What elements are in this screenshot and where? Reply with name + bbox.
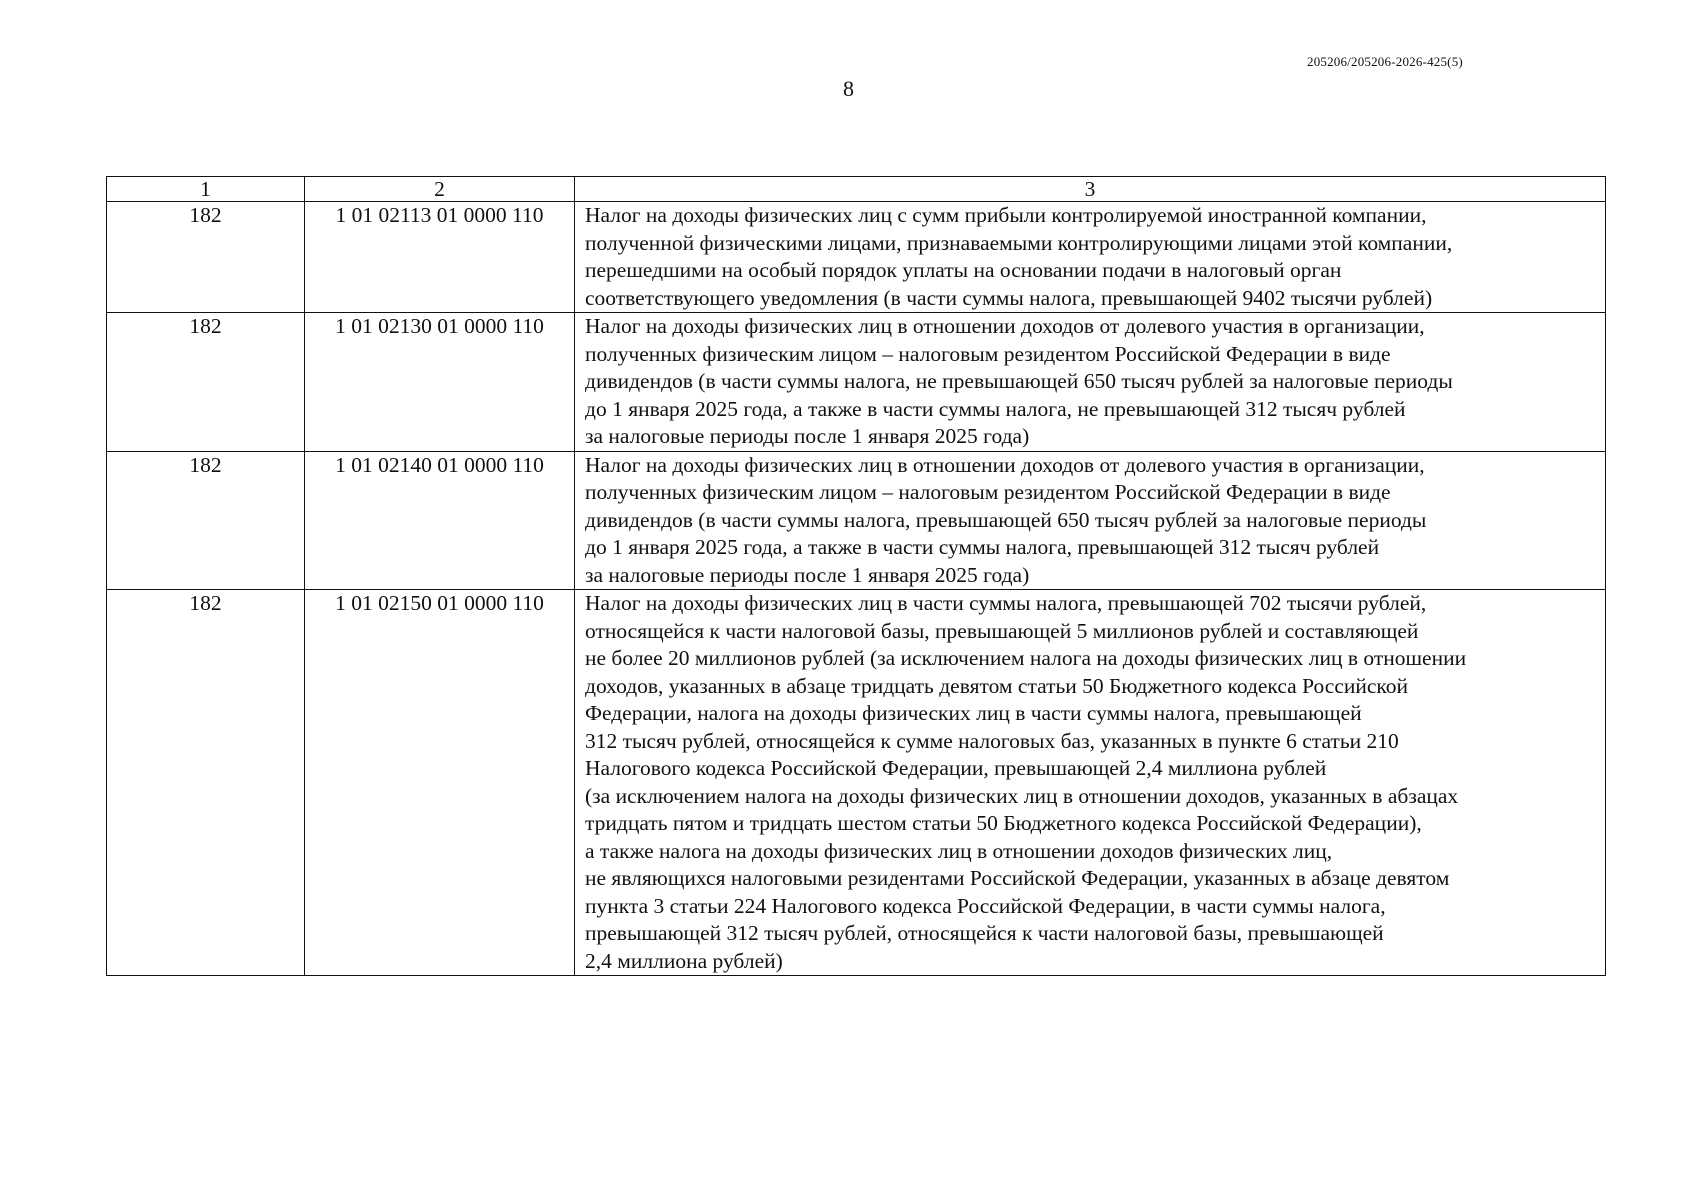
description-line: доходов, указанных в абзаце тридцать девятом статьи 50 Бюджетного кодекса Российской [585,673,1409,698]
admin-code-cell: 182 [107,202,305,313]
budget-classification-code-cell: 1 01 02130 01 0000 110 [305,313,575,452]
description-line: не более 20 миллионов рублей (за исключением налога на доходы физических лиц в отношении [585,646,1467,670]
description-line: полученных физическим лицом – налоговым резидентом Российской Федерации в виде [585,341,1391,366]
description-line: Налог на доходы физических лиц в отношении доходов от долевого участия в организации, [585,314,1425,338]
income-description-cell [575,451,1606,590]
description-line: пункта 3 статьи 224 Налогового кодекса Российской Федерации, в части суммы налога, [585,893,1386,918]
admin-code-cell: 182 [107,451,305,590]
header-row [107,177,1606,202]
description-line: тридцать пятом и тридцать шестом статьи 50 Бюджетного кодекса Российской Федерации), [585,811,1422,835]
description-line: дивидендов (в части суммы налога, превышающей 650 тысяч рублей за налоговые периоды [585,507,1427,532]
description-line: перешедшими на особый порядок уплаты на основании подачи в налоговый орган [585,258,1342,282]
description-line: до 1 января 2025 года, а также в части суммы налога, не превышающей 312 тысяч рублей [585,396,1406,421]
description-line: а также налога на доходы физических лиц в отношении доходов физических лиц, [585,838,1333,863]
income-description-cell [575,202,1606,313]
description-line: 2,4 миллиона рублей) [585,948,783,973]
description-line: 312 тысяч рублей, относящейся к сумме налоговых баз, указанных в пункте 6 статьи 210 [585,728,1399,753]
description-line: за налоговые периоды после 1 января 2025 года) [585,424,1030,448]
budget-classification-code-cell: 1 01 02140 01 0000 110 [305,451,575,590]
description-line: полученной физическими лицами, признаваемыми контролирующими лицами этой компании, [585,230,1453,255]
table-body [107,202,1606,976]
description-line: (за исключением налога на доходы физических лиц в отношении доходов, указанных в абзацах [585,783,1459,808]
document-id: 205206/205206-2026-425(5) [1307,54,1463,69]
table-row [107,313,1606,452]
table-header [107,177,1606,202]
description-line: Федерации, налога на доходы физических лиц в части суммы налога, превышающей [585,701,1362,725]
description-line: Налогового кодекса Российской Федерации, превышающей 2,4 миллиона рублей [585,756,1327,780]
admin-code-cell: 182 [107,313,305,452]
column-header-1: 1 [107,177,305,202]
budget-codes-table [106,176,1606,976]
budget-classification-code-cell: 1 01 02150 01 0000 110 [305,590,575,976]
description-line: Налог на доходы физических лиц с сумм прибыли контролируемой иностранной компании, [585,203,1427,227]
description-line: полученных физическим лицом – налоговым резидентом Российской Федерации в виде [585,480,1391,504]
description-line: дивидендов (в части суммы налога, не превышающей 650 тысяч рублей за налоговые периоды [585,369,1453,393]
description-line: не являющихся налоговыми резидентами Российской Федерации, указанных в абзаце девятом [585,866,1450,890]
income-description-cell [575,590,1606,976]
table-row [107,451,1606,590]
description-line: превышающей 312 тысяч рублей, относящейся к части налоговой базы, превышающей [585,921,1384,945]
income-description-cell [575,313,1606,452]
description-line: Налог на доходы физических лиц в отношении доходов от долевого участия в организации, [585,452,1425,477]
table-row [107,202,1606,313]
description-line: за налоговые периоды после 1 января 2025 года) [585,562,1030,587]
budget-classification-code-cell: 1 01 02113 01 0000 110 [305,202,575,313]
description-line: относящейся к части налоговой базы, превышающей 5 миллионов рублей и составляющей [585,618,1419,643]
page-number: 8 [843,76,854,101]
admin-code-cell: 182 [107,590,305,976]
column-header-2: 2 [305,177,575,202]
table-row [107,590,1606,976]
description-line: до 1 января 2025 года, а также в части суммы налога, превышающей 312 тысяч рублей [585,535,1380,559]
description-line: Налог на доходы физических лиц в части суммы налога, превышающей 702 тысячи рублей, [585,591,1427,615]
column-header-3: 3 [575,177,1606,202]
description-line: соответствующего уведомления (в части суммы налога, превышающей 9402 тысячи рублей) [585,285,1433,310]
